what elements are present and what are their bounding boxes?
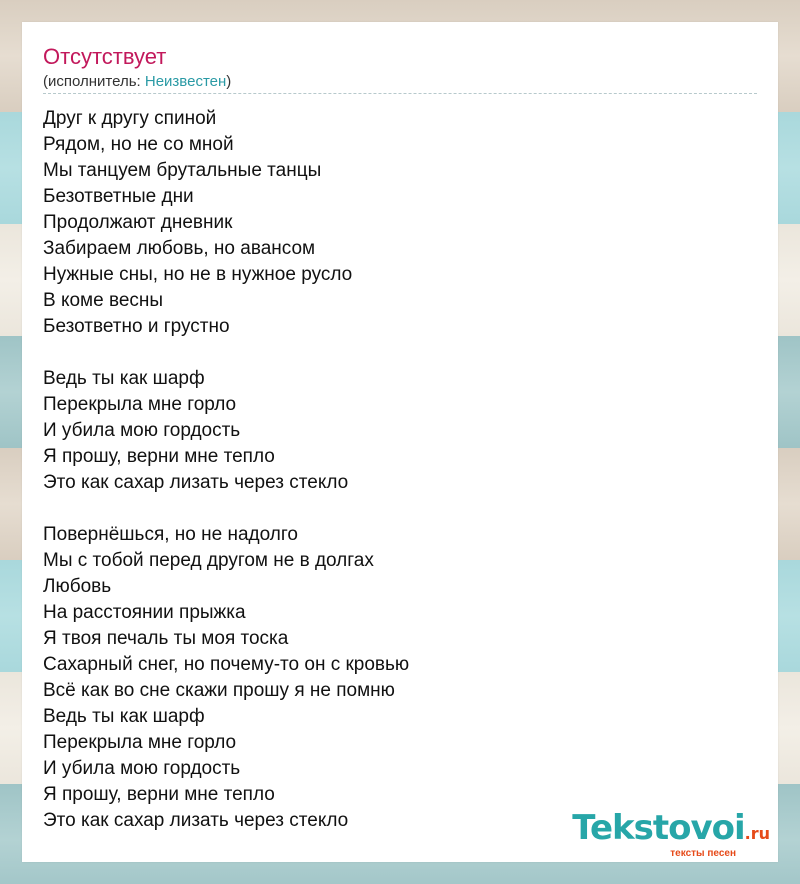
lyric-line: Перекрыла мне горло bbox=[43, 394, 237, 415]
lyric-line: Друг к другу спиной bbox=[43, 108, 217, 129]
lyric-line: Забираем любовь, но авансом bbox=[43, 238, 316, 259]
lyric-line: Я прошу, верни мне тепло bbox=[43, 784, 275, 805]
logo-name: Tekstovoi bbox=[572, 808, 745, 848]
lyric-line: Безответно и грустно bbox=[43, 316, 230, 337]
lyric-line: Любовь bbox=[43, 576, 112, 597]
lyric-line: Это как сахар лизать через стекло bbox=[43, 810, 349, 831]
divider bbox=[43, 93, 757, 94]
lyric-line: Рядом, но не со мной bbox=[43, 134, 234, 155]
lyric-line: И убила мою гордость bbox=[43, 420, 241, 441]
lyric-line: Ведь ты как шарф bbox=[43, 706, 205, 727]
lyric-line: Нужные сны, но не в нужное русло bbox=[43, 264, 353, 285]
lyric-line: Продолжают дневник bbox=[43, 212, 233, 233]
lyric-line: И убила мою гордость bbox=[43, 758, 241, 779]
lyric-line: Я твоя печаль ты моя тоска bbox=[43, 628, 289, 649]
lyric-line: Перекрыла мне горло bbox=[43, 732, 237, 753]
lyrics-card bbox=[22, 22, 778, 862]
lyric-line: На расстоянии прыжка bbox=[43, 602, 246, 623]
lyric-blank-line bbox=[43, 340, 757, 366]
lyric-line: Ведь ты как шарф bbox=[43, 368, 205, 389]
logo-tld: .ru bbox=[744, 824, 770, 843]
lyrics-text bbox=[43, 106, 757, 834]
lyric-line: Мы с тобой перед другом не в долгах bbox=[43, 550, 374, 571]
artist-line bbox=[43, 73, 231, 91]
song-title: Отсутствует bbox=[43, 44, 167, 69]
lyric-line: Безответные дни bbox=[43, 186, 194, 207]
site-logo[interactable] bbox=[572, 810, 770, 860]
logo-tagline: тексты песен bbox=[670, 848, 736, 859]
lyric-line: Всё как во сне скажи прошу я не помню bbox=[43, 680, 395, 701]
lyric-line: В коме весны bbox=[43, 290, 164, 311]
lyric-line: Мы танцуем брутальные танцы bbox=[43, 160, 322, 181]
artist-prefix: (исполнитель: bbox=[43, 73, 145, 90]
lyric-blank-line bbox=[43, 496, 757, 522]
artist-suffix: ) bbox=[226, 73, 232, 90]
lyric-line: Я прошу, верни мне тепло bbox=[43, 446, 275, 467]
artist-link[interactable]: Неизвестен bbox=[144, 73, 227, 90]
lyric-line: Повернёшься, но не надолго bbox=[43, 524, 298, 545]
lyric-line: Сахарный снег, но почему-то он с кровью bbox=[43, 654, 410, 675]
lyric-line: Это как сахар лизать через стекло bbox=[43, 472, 349, 493]
